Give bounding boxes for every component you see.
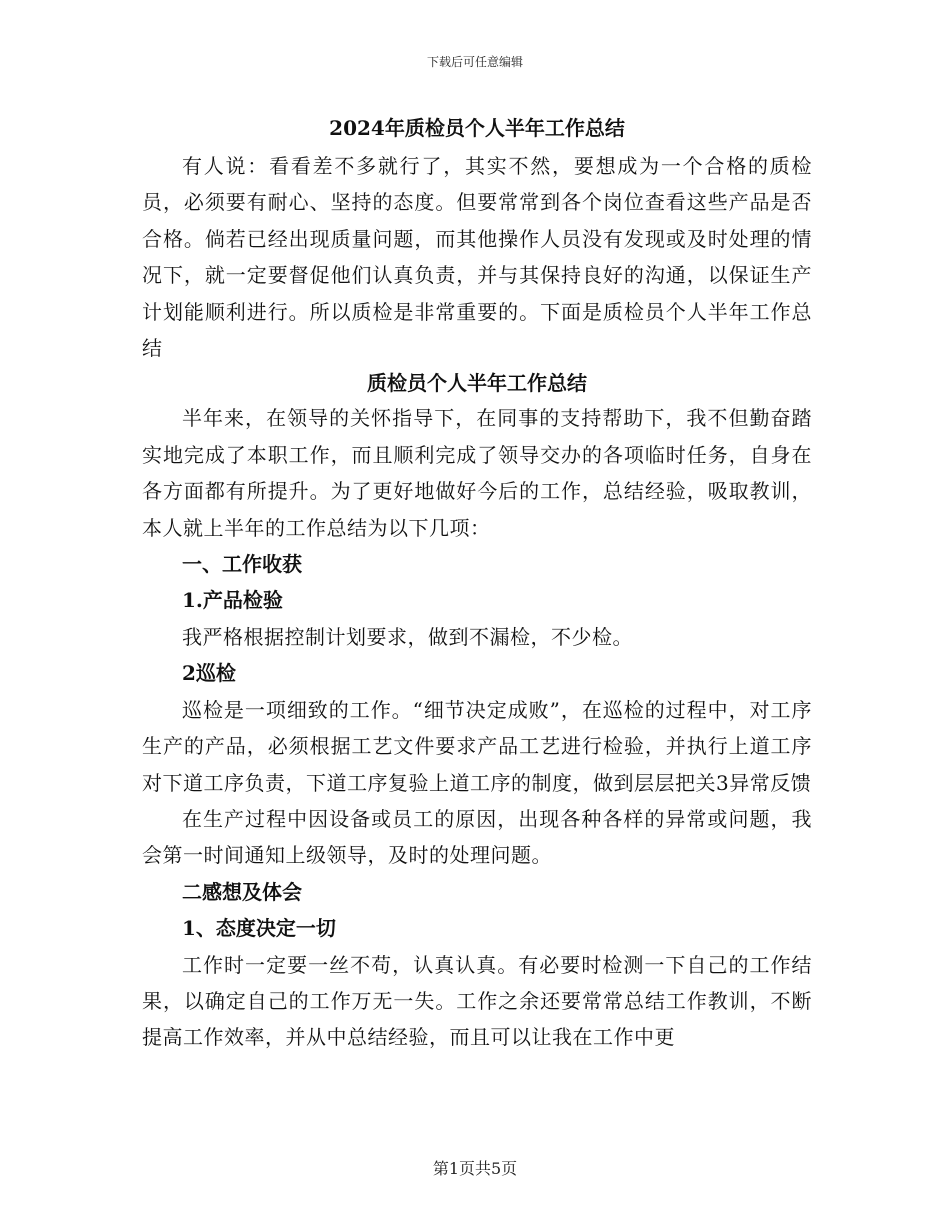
heading-reflections: 二感想及体会 bbox=[182, 879, 302, 904]
patrol-inspection-paragraph: 巡检是一项细致的工作。“细节决定成败”，在巡检的过程中，对工序生产的产品，必须根据工艺文件要求产品工艺进行检验，并执行上道工序对下道工序负责，下道工序复验上道工序的制度，做到层层把关3异常反馈 bbox=[142, 697, 812, 795]
heading-work-gains: 一、工作收获 bbox=[182, 552, 302, 577]
attitude-paragraph: 工作时一定要一丝不苟，认真认真。有必要时检测一下自己的工作结果，以确定自己的工作万无一失。工作之余还要常常总结工作教训，不断提高工作效率，并从中总结经验，而且可以让我在工作中更 bbox=[142, 952, 812, 1050]
section-subtitle: 质检员个人半年工作总结 bbox=[367, 371, 587, 396]
page-footer-number: 第1页共5页 bbox=[432, 1159, 518, 1178]
heading-patrol-inspection: 2巡检 bbox=[182, 661, 236, 686]
product-inspection-paragraph: 我严格根据控制计划要求，做到不漏检，不少检。 bbox=[182, 624, 633, 649]
page-header-note: 下载后可任意编辑 bbox=[426, 55, 523, 69]
exception-feedback-paragraph: 在生产过程中因设备或员工的原因，出现各种各样的异常或问题，我会第一时间通知上级领导，及时的处理问题。 bbox=[142, 806, 812, 868]
opening-paragraph: 半年来，在领导的关怀指导下，在同事的支持帮助下，我不但勤奋踏实地完成了本职工作，而且顺利完成了领导交办的各项临时任务，自身在各方面都有所提升。为了更好地做好今后的工作，总结经验，吸取教训，本人就上半年的工作总结为以下几项： bbox=[142, 406, 812, 540]
document-body bbox=[142, 112, 812, 1056]
heading-product-inspection: 1.产品检验 bbox=[182, 588, 283, 613]
intro-paragraph: 有人说：看看差不多就行了，其实不然，要想成为一个合格的质检员，必须要有耐心、坚持的态度。但要常常到各个岗位查看这些产品是否合格。倘若已经出现质量问题，而其他操作人员没有发现或及时处理的情况下，就一定要督促他们认真负责，并与其保持良好的沟通，以保证生产计划能顺利进行。所以质检是非常重要的。下面是质检员个人半年工作总结 bbox=[142, 154, 812, 361]
heading-attitude: 1、态度决定一切 bbox=[182, 916, 336, 941]
document-title: 2024年质检员个人半年工作总结 bbox=[329, 116, 625, 140]
